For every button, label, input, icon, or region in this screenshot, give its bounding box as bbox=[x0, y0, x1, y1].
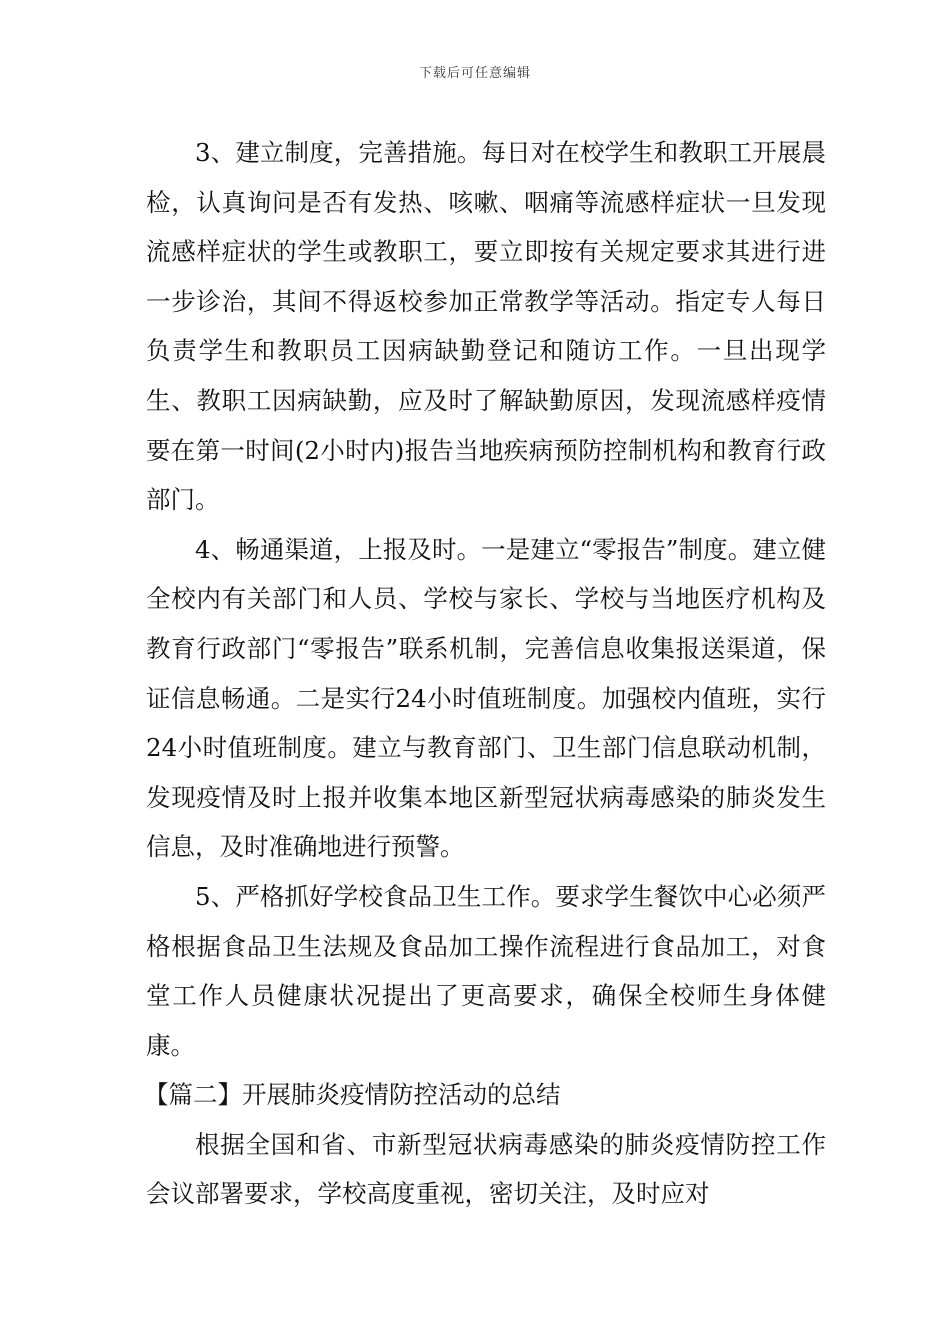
section-heading: 【篇二】开展肺炎疫情防控活动的总结 bbox=[144, 1080, 561, 1110]
document-body bbox=[146, 128, 826, 1219]
paragraph-3: 3、建立制度，完善措施。每日对在校学生和教职工开展晨检，认真询问是否有发热、咳嗽、咽痛等流感样症状一旦发现流感样症状的学生或教职工，要立即按有关规定要求其进行进一步诊治，其间不得返校参加正常教学等活动。指定专人每日负责学生和教职员工因病缺勤登记和随访工作。一旦出现学生、教职工因病缺勤，应及时了解缺勤原因，发现流感样疫情要在第一时间(2小时内)报告当地疾病预防控制机构和教育行政部门。 bbox=[146, 138, 826, 515]
page-header: 下载后可任意编辑 bbox=[418, 66, 531, 81]
closing-paragraph: 根据全国和省、市新型冠状病毒感染的肺炎疫情防控工作会议部署要求，学校高度重视，密切关注，及时应对 bbox=[146, 1129, 826, 1209]
paragraph-4: 4、畅通渠道，上报及时。一是建立“零报告”制度。建立健全校内有关部门和人员、学校与家长、学校与当地医疗机构及教育行政部门“零报告”联系机制，完善信息收集报送渠道，保证信息畅通。二是实行24小时值班制度。加强校内值班，实行24小时值班制度。建立与教育部门、卫生部门信息联动机制，发现疫情及时上报并收集本地区新型冠状病毒感染的肺炎发生信息，及时准确地进行预警。 bbox=[146, 534, 826, 862]
paragraph-5: 5、严格抓好学校食品卫生工作。要求学生餐饮中心必须严格根据食品卫生法规及食品加工操作流程进行食品加工，对食堂工作人员健康状况提出了更高要求，确保全校师生身体健康。 bbox=[146, 881, 826, 1060]
